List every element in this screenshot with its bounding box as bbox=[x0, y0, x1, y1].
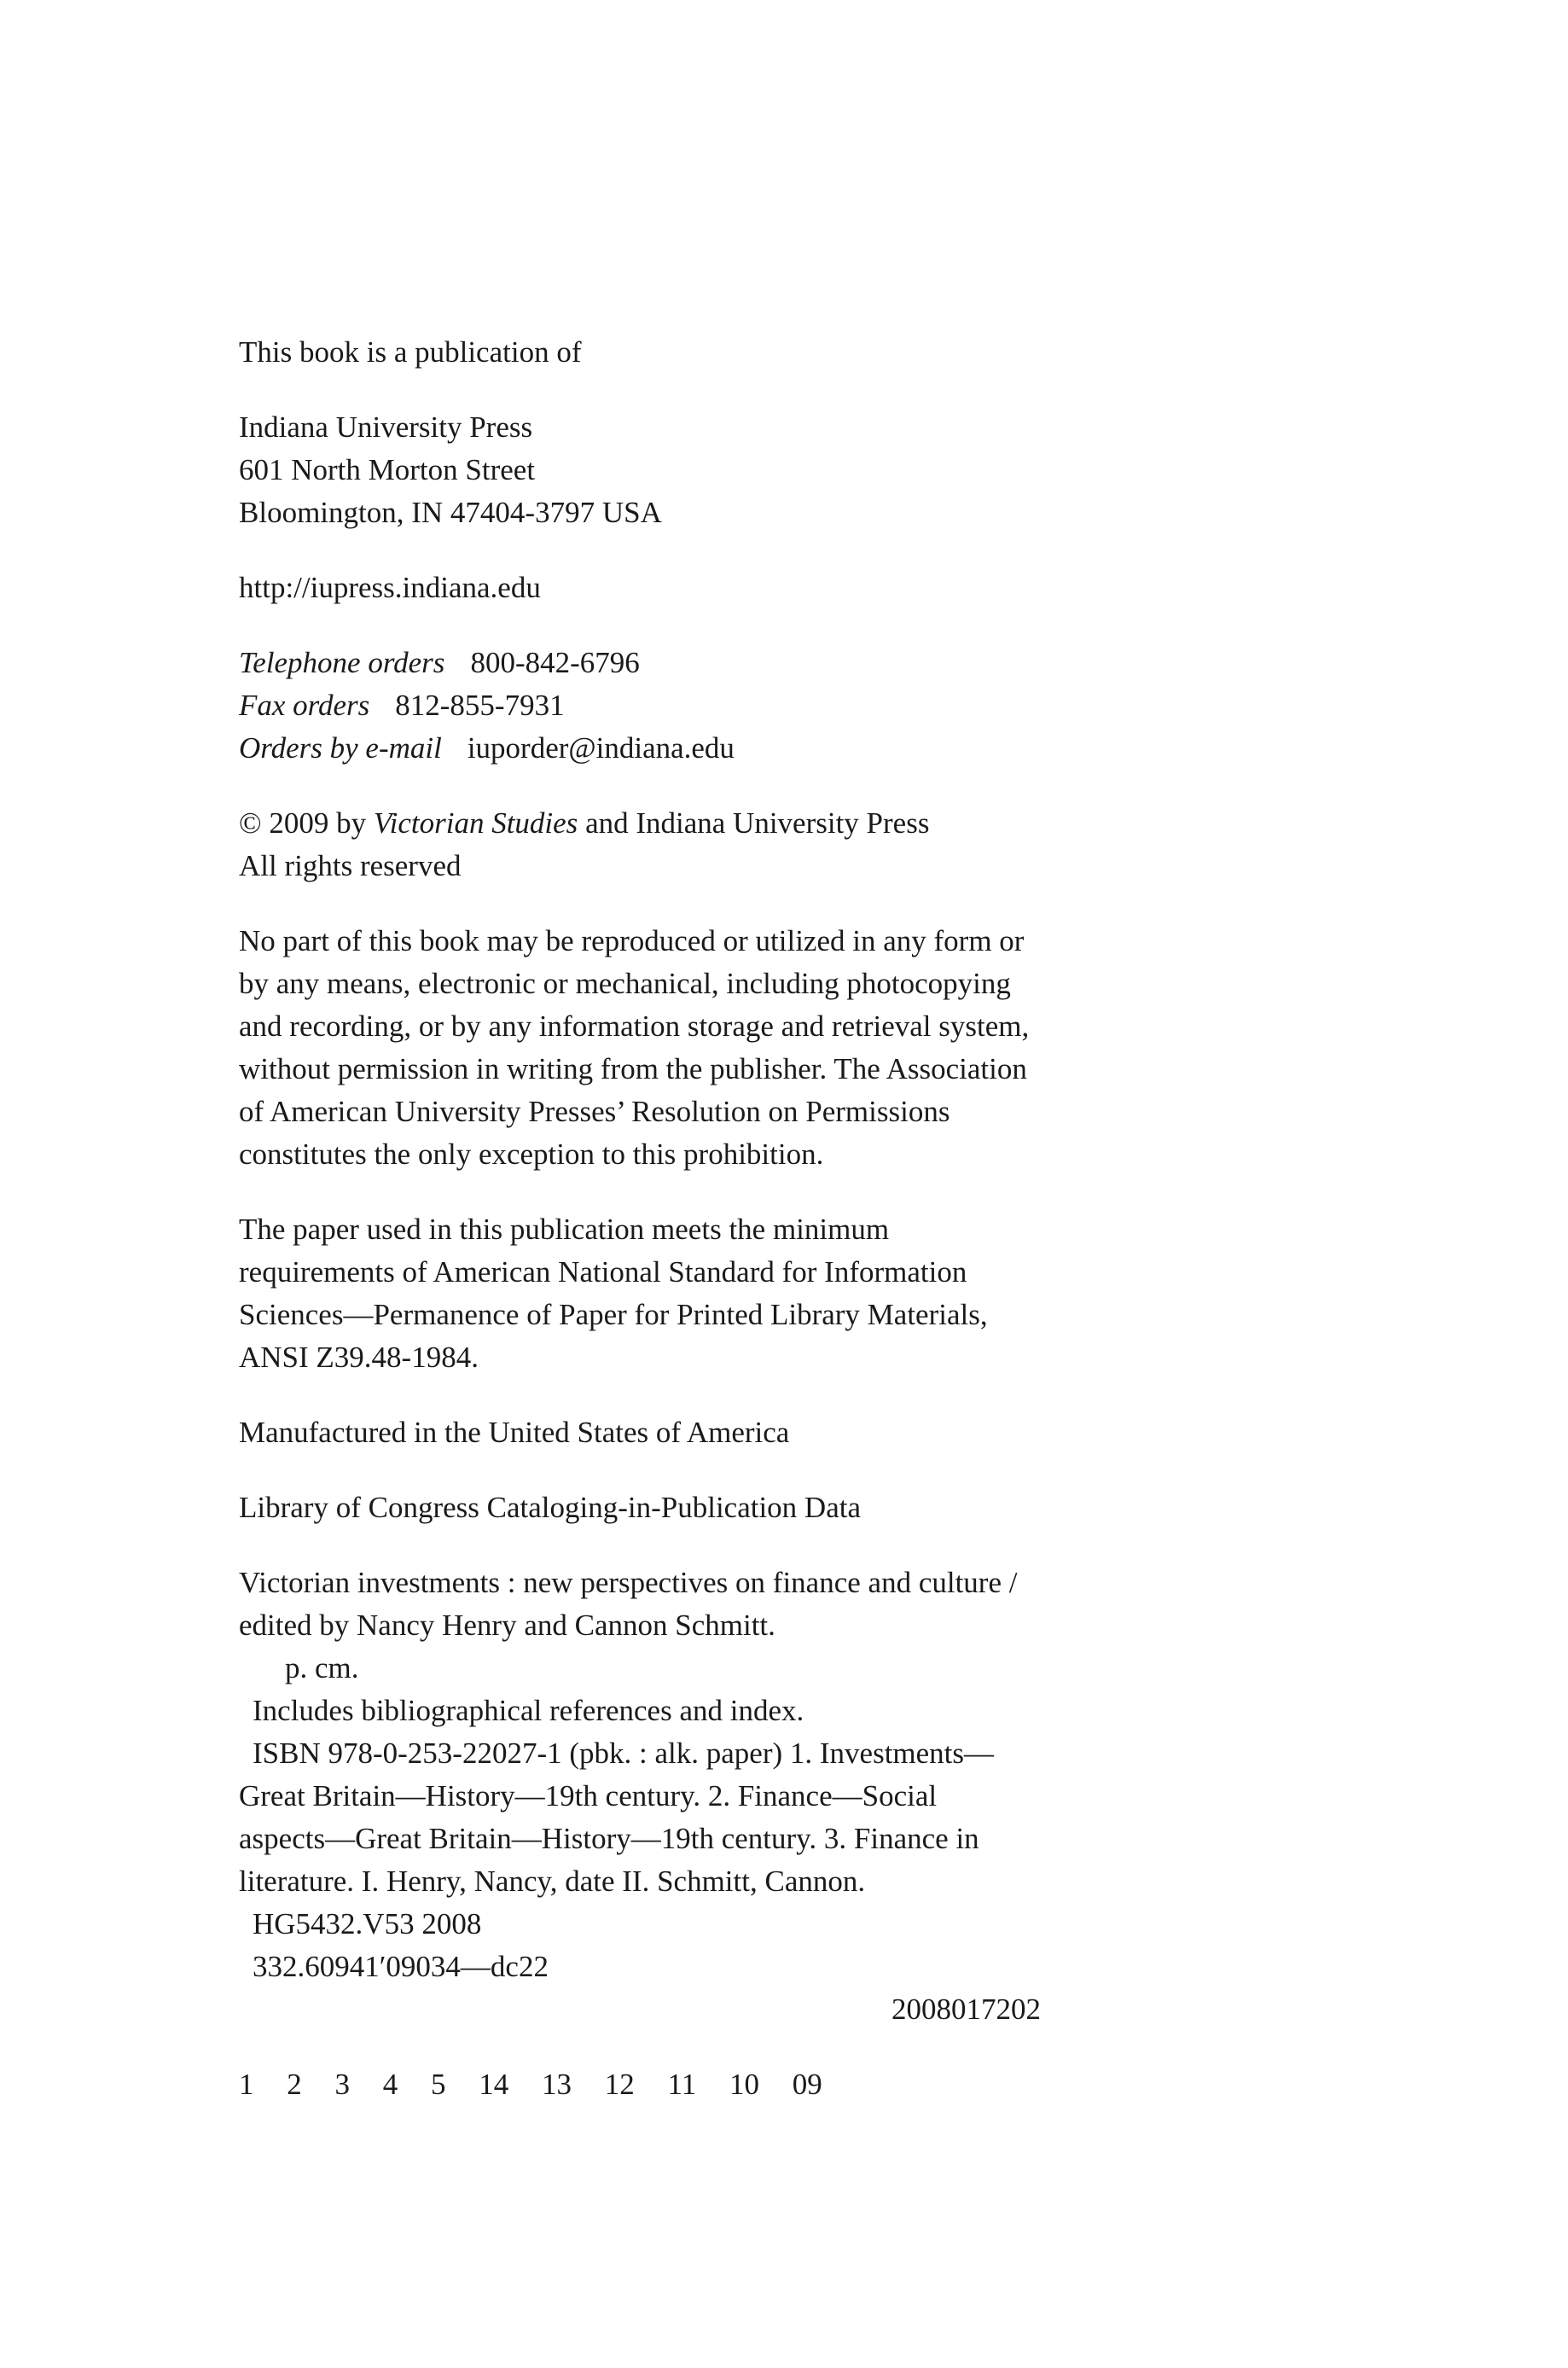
publication-intro bbox=[239, 331, 1092, 374]
paragraph-line: requirements of American National Standard for Information bbox=[239, 1255, 967, 1289]
cip-lccn: 2008017202 bbox=[891, 1993, 1041, 2026]
order-value: 812-855-7931 bbox=[395, 689, 565, 722]
cip-subject-line: aspects—Great Britain—History—19th century. 3. Finance in bbox=[239, 1822, 979, 1855]
publisher-address bbox=[239, 406, 1092, 534]
print-number: 4 bbox=[382, 2068, 398, 2101]
cip-call-number: HG5432.V53 2008 bbox=[253, 1907, 482, 1940]
cip-includes: Includes bibliographical references and index. bbox=[253, 1694, 804, 1727]
order-label: Fax orders bbox=[239, 689, 370, 722]
print-number: 5 bbox=[431, 2068, 446, 2101]
order-label: Telephone orders bbox=[239, 646, 445, 679]
copyright-journal: Victorian Studies bbox=[373, 806, 578, 840]
print-number: 10 bbox=[729, 2068, 759, 2101]
intro-text: This book is a publication of bbox=[239, 335, 582, 369]
cip-isbn-line: ISBN 978-0-253-22027-1 (pbk. : alk. paper) 1. Investments— bbox=[253, 1737, 995, 1770]
copyright-line bbox=[239, 802, 1092, 845]
order-label: Orders by e-mail bbox=[239, 731, 442, 765]
order-line-fax bbox=[239, 684, 1092, 727]
publisher-name: Indiana University Press bbox=[239, 410, 533, 444]
copyright-suffix: and Indiana University Press bbox=[585, 806, 930, 840]
paragraph-line: constitutes the only exception to this prohibition. bbox=[239, 1137, 824, 1171]
cip-record bbox=[239, 1562, 1092, 2031]
manufactured-text: Manufactured in the United States of America bbox=[239, 1416, 790, 1449]
print-numbers bbox=[239, 2063, 1092, 2106]
copyright-prefix: © 2009 by bbox=[239, 806, 367, 840]
printing-line bbox=[239, 2063, 1092, 2106]
paragraph-line: and recording, or by any information storage and retrieval system, bbox=[239, 1009, 1030, 1043]
paragraph-line: ANSI Z39.48-1984. bbox=[239, 1341, 479, 1374]
cip-subject-line: literature. I. Henry, Nancy, date II. Schmitt, Cannon. bbox=[239, 1865, 866, 1898]
publisher-city: Bloomington, IN 47404-3797 USA bbox=[239, 496, 662, 529]
order-line-telephone bbox=[239, 642, 1092, 684]
website-link[interactable]: http://iupress.indiana.edu bbox=[239, 571, 541, 604]
print-number: 14 bbox=[479, 2068, 509, 2101]
copyright-block bbox=[239, 802, 1092, 887]
paper-paragraph bbox=[239, 1208, 1092, 1379]
publisher-street: 601 North Morton Street bbox=[239, 453, 536, 486]
manufactured-block bbox=[239, 1411, 1092, 1454]
paragraph-line: No part of this book may be reproduced or utilized in any form or bbox=[239, 924, 1025, 957]
cip-dewey: 332.60941′09034—dc22 bbox=[253, 1950, 549, 1983]
cip-pcm: p. cm. bbox=[285, 1651, 359, 1684]
print-number: 09 bbox=[792, 2068, 822, 2101]
order-value: 800-842-6796 bbox=[470, 646, 640, 679]
order-value[interactable]: iuporder@indiana.edu bbox=[467, 731, 735, 765]
copyright-page bbox=[239, 331, 1092, 2106]
paragraph-line: Sciences—Permanence of Paper for Printed Library Materials, bbox=[239, 1298, 988, 1331]
cip-heading-block bbox=[239, 1487, 1092, 1529]
cip-title-line: Victorian investments : new perspectives on finance and culture / bbox=[239, 1566, 1018, 1599]
paragraph-line: The paper used in this publication meets the minimum bbox=[239, 1213, 890, 1246]
print-number: 2 bbox=[287, 2068, 302, 2101]
rights-reserved: All rights reserved bbox=[239, 849, 462, 882]
print-number: 3 bbox=[334, 2068, 350, 2101]
print-number: 13 bbox=[542, 2068, 572, 2101]
cip-title-line: edited by Nancy Henry and Cannon Schmitt. bbox=[239, 1609, 775, 1642]
orders-block bbox=[239, 642, 1092, 770]
print-number: 1 bbox=[239, 2068, 254, 2101]
cip-heading: Library of Congress Cataloging-in-Publication Data bbox=[239, 1491, 862, 1524]
print-number: 12 bbox=[604, 2068, 635, 2101]
paragraph-line: without permission in writing from the publisher. The Association bbox=[239, 1052, 1027, 1085]
paragraph-line: by any means, electronic or mechanical, including photocopying bbox=[239, 967, 1011, 1000]
website-block bbox=[239, 567, 1092, 609]
print-number: 11 bbox=[667, 2068, 697, 2101]
permissions-paragraph bbox=[239, 920, 1092, 1176]
order-line-email bbox=[239, 727, 1092, 770]
cip-subject-line: Great Britain—History—19th century. 2. Finance—Social bbox=[239, 1779, 938, 1812]
paragraph-line: of American University Presses’ Resolution on Permissions bbox=[239, 1095, 950, 1128]
